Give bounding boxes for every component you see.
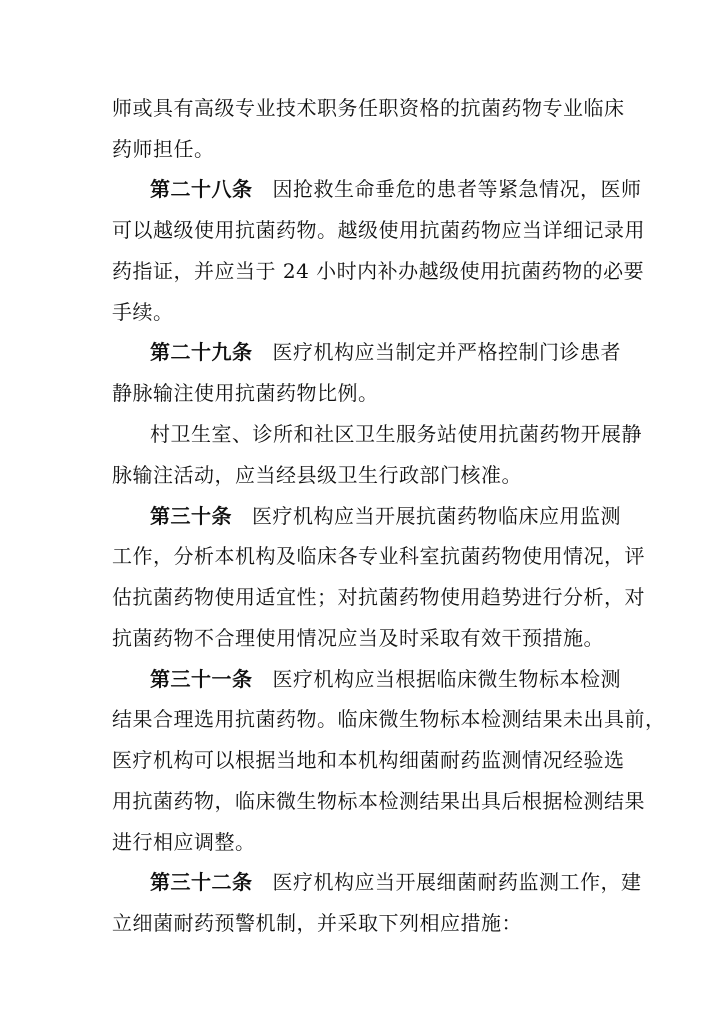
text-line bbox=[112, 788, 645, 814]
article-28-line bbox=[150, 176, 642, 202]
line-text: 抗菌药物不合理使用情况应当及时采取有效干预措施。 bbox=[112, 626, 604, 650]
text-line bbox=[112, 747, 625, 773]
article-heading: 第三十二条 bbox=[150, 870, 253, 894]
line-text: 静脉输注使用抗菌药物比例。 bbox=[112, 381, 379, 405]
line-text: 医疗机构应当开展细菌耐药监测工作，建 bbox=[272, 870, 642, 894]
line-text: 药指证，并应当于 24 小时内补办越级使用抗菌药物的必要 bbox=[112, 259, 645, 283]
text-line bbox=[112, 217, 645, 243]
text-line bbox=[112, 543, 645, 569]
line-text: 因抢救生命垂危的患者等紧急情况，医师 bbox=[272, 177, 642, 201]
line-text: 可以越级使用抗菌药物。越级使用抗菌药物应当详细记录用 bbox=[112, 218, 645, 242]
line-text: 结果合理选用抗菌药物。临床微生物标本检测结果未出具前， bbox=[112, 707, 666, 731]
line-text: 估抗菌药物使用适宜性；对抗菌药物使用趋势进行分析，对 bbox=[112, 585, 645, 609]
line-text: 用抗菌药物，临床微生物标本检测结果出具后根据检测结果 bbox=[112, 789, 645, 813]
article-31-line bbox=[150, 666, 621, 692]
line-text: 医疗机构应当制定并严格控制门诊患者 bbox=[272, 340, 621, 364]
article-30-line bbox=[150, 503, 621, 529]
line-text: 脉输注活动，应当经县级卫生行政部门核准。 bbox=[112, 463, 522, 487]
text-line bbox=[112, 299, 174, 325]
text-line bbox=[112, 462, 522, 488]
article-heading: 第二十八条 bbox=[150, 177, 253, 201]
text-line bbox=[112, 910, 522, 936]
article-29-line bbox=[150, 339, 621, 365]
line-text: 进行相应调整。 bbox=[112, 830, 256, 854]
line-text: 手续。 bbox=[112, 300, 174, 324]
paragraph-first-line bbox=[150, 421, 642, 447]
line-text: 师或具有高级专业技术职务任职资格的抗菌药物专业临床 bbox=[112, 96, 625, 120]
line-text: 医疗机构应当开展抗菌药物临床应用监测 bbox=[252, 504, 621, 528]
article-heading: 第三十一条 bbox=[150, 667, 253, 691]
text-line bbox=[112, 95, 625, 121]
text-line bbox=[112, 258, 644, 284]
text-line bbox=[112, 136, 215, 162]
text-line bbox=[112, 829, 256, 855]
line-text: 医疗机构应当根据临床微生物标本检测 bbox=[272, 667, 621, 691]
article-heading: 第二十九条 bbox=[150, 340, 253, 364]
line-text: 医疗机构可以根据当地和本机构细菌耐药监测情况经验选 bbox=[112, 748, 625, 772]
text-line bbox=[112, 706, 666, 732]
text-line bbox=[112, 625, 604, 651]
line-text: 村卫生室、诊所和社区卫生服务站使用抗菌药物开展静 bbox=[150, 422, 642, 446]
article-heading: 第三十条 bbox=[150, 504, 232, 528]
line-text: 药师担任。 bbox=[112, 137, 215, 161]
line-text: 立细菌耐药预警机制，并采取下列相应措施： bbox=[112, 911, 522, 935]
line-text: 工作，分析本机构及临床各专业科室抗菌药物使用情况，评 bbox=[112, 544, 645, 568]
article-32-line bbox=[150, 869, 642, 895]
text-line bbox=[112, 584, 645, 610]
text-line bbox=[112, 380, 379, 406]
